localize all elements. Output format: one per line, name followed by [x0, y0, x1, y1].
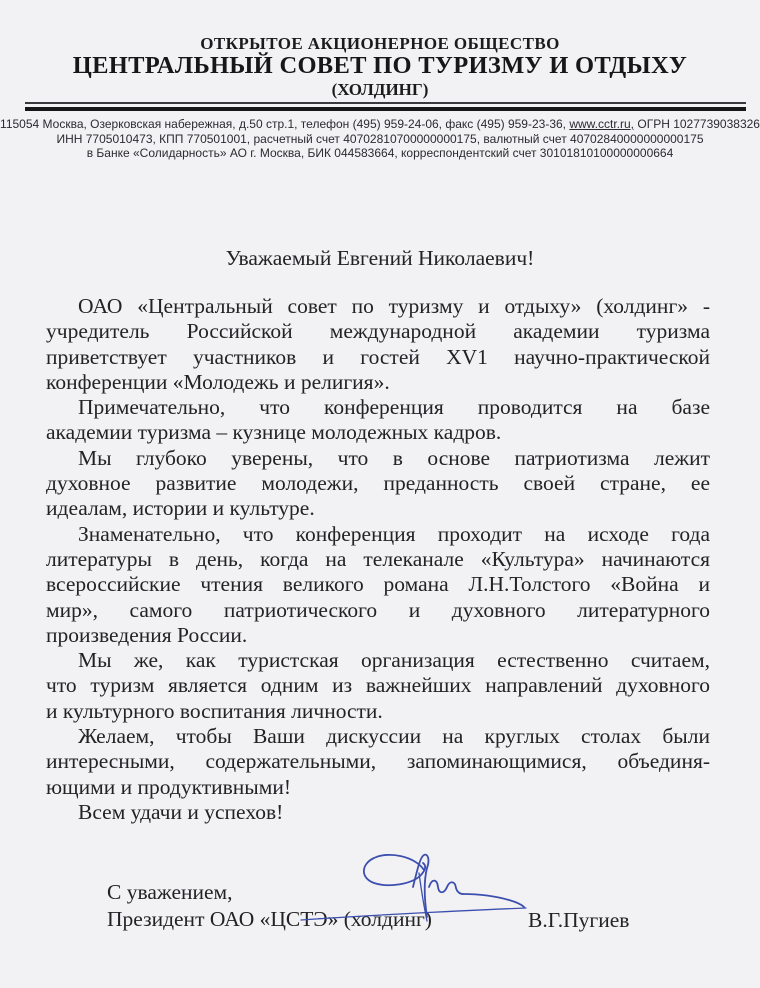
paragraph [46, 724, 710, 800]
contact-line-2: ИНН 7705010473, КПП 770501001, расчетный счет 40702810700000000175, валютный счет 40702840000000000175 [56, 131, 704, 146]
letter-line: и культурного воспитания личности. [46, 698, 383, 723]
paragraph [46, 648, 710, 724]
letter-line: академии туризма – кузнице молодежных кадров. [46, 420, 502, 445]
signer-title: Президент ОАО «ЦСТЭ» (холдинг) [107, 906, 432, 931]
letterhead-org-name: ЦЕНТРАЛЬНЫЙ СОВЕТ ПО ТУРИЗМУ И ОТДЫХУ [72, 52, 688, 79]
letter-line: идеалам, истории и культуре. [46, 496, 315, 521]
letter-line: Мы глубоко уверены, что в основе патриотизма лежит [78, 445, 710, 470]
letter-line: интересными, содержательными, запоминающимися, объединя- [46, 749, 710, 774]
letter-line: Примечательно, что конференция проводится на базе [78, 395, 710, 420]
contact-line-1-ogrn: ОГРН 1027739038326 [634, 117, 760, 131]
letterhead-contact-block [0, 117, 760, 161]
contact-line-3: в Банке «Солидарность» АО г. Москва, БИК 044583664, корреспондентский счет 30101810100000000664 [86, 146, 674, 161]
letter-line: Знаменательно, что конференция проходит на исходе года [78, 521, 710, 546]
letter-line: ющими и продуктивными! [46, 774, 292, 799]
contact-line-1-text: 115054 Москва, Озерковская набережная, д.50 стр.1, телефон (495) 959-24-06, факс (495) 959-23-36, [0, 117, 570, 131]
letter-line: ОАО «Центральный совет по туризму и отдыху» (холдинг» - [78, 294, 710, 318]
letter-line: мир», самого патриотического и духовного литературного [46, 597, 710, 622]
salutation: Уважаемый Евгений Николаевич! [225, 246, 535, 270]
letter-line: произведения России. [46, 622, 248, 647]
website-url: www.cctr.ru, [569, 117, 635, 131]
contact-line-1 [0, 117, 760, 132]
letterhead-org-type: ОТКРЫТОЕ АКЦИОНЕРНОЕ ОБЩЕСТВО [200, 34, 560, 53]
paragraph [46, 800, 710, 825]
letter-line: Всем удачи и успехов! [78, 799, 284, 824]
paragraph [46, 522, 710, 648]
signer-name: В.Г.Пугиев [528, 908, 630, 932]
paragraph [46, 395, 710, 446]
closing-phrase: С уважением, [107, 880, 233, 904]
letter-line: приветствует участников и гостей XV1 научно-практической [46, 344, 710, 369]
letter-body [46, 294, 710, 825]
letter-line: Желаем, чтобы Ваши дискуссии на круглых столах были [78, 724, 710, 749]
letter-line: конференции «Молодежь и религия». [46, 369, 390, 394]
handwritten-signature-icon [293, 840, 545, 932]
letter-line: духовное развитие молодежи, преданность своей стране, ее [46, 471, 710, 496]
paragraph [46, 446, 710, 522]
letterhead-divider-rule [25, 102, 746, 111]
letter-line: учредитель Российской международной академии туризма [46, 319, 710, 344]
letter-line: Мы же, как туристская организация естественно считаем, [78, 648, 710, 673]
letter-line: литературы в день, когда на телеканале «Культура» начинаются [46, 546, 710, 571]
letter-line: что туризм является одним из важнейших направлений духовного [46, 673, 710, 698]
letter-line: всероссийские чтения великого романа Л.Н.Толстого «Война и [46, 572, 710, 597]
letterhead-org-form: (ХОЛДИНГ) [331, 80, 429, 99]
paragraph [46, 294, 710, 395]
